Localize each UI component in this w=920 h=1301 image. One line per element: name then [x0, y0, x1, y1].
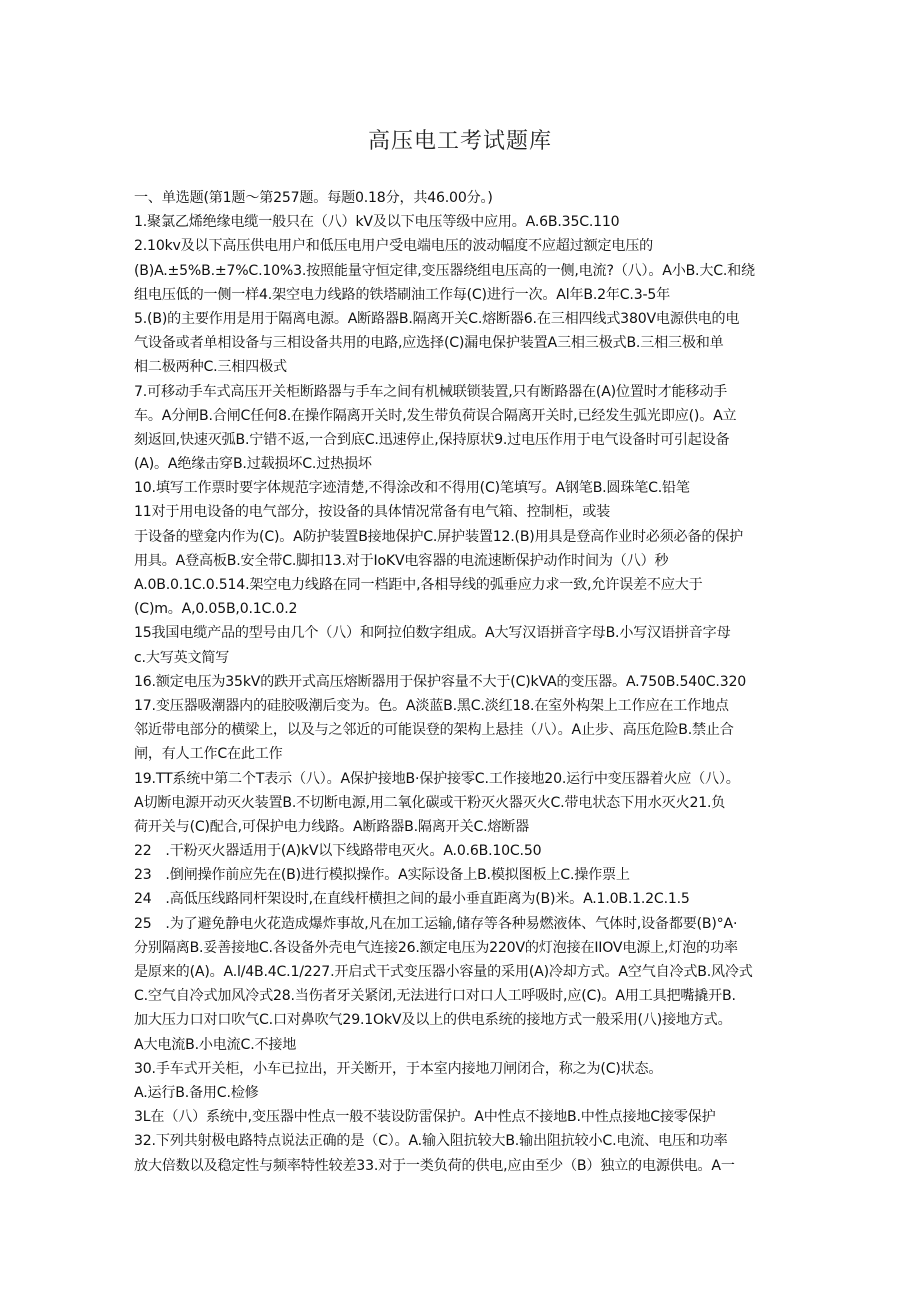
- text-line: 刻返回,快速灭弧B.宁错不返,一合到底C.迅速停止,保持原状9.过电压作用于电气设备时可引起设备: [134, 431, 730, 448]
- document-title: 高压电工考试题库: [367, 129, 552, 154]
- text-line: 2.10kv及以下高压供电用户和低压电用户受电端电压的波动幅度不应超过额定电压的: [134, 238, 654, 255]
- question-list: [134, 186, 794, 1178]
- text-line: 7.可移动手车式高压开关柜断路器与手车之间有机械联锁装置,只有断路器在(A)位置时才能移动手: [134, 383, 728, 400]
- text-line: 5.(B)的主要作用是用于隔离电源。A断路器B.隔离开关C.熔断器6.在三相四线式380V电源供电的电: [134, 310, 740, 327]
- text-line: A.0B.0.1C.0.514.架空电力线路在同一档距中,各相导线的弧垂应力求一致,允许误差不应大于: [134, 577, 703, 593]
- text-line: 22 .干粉灭火器适用于(A)kV以下线路带电灭火。A.0.6B.10C.50: [134, 843, 542, 860]
- text-line: 23 .倒闸操作前应先在(B)进行模拟操作。A实际设备上B.模拟图板上C.操作票上: [134, 867, 630, 884]
- text-line: c.大写英文简写: [134, 649, 230, 666]
- text-line: (C)m。A,0.05B,0.1C.0.2: [134, 601, 298, 618]
- text-line: 放大倍数以及稳定性与频率特性较差33.对于一类负荷的供电,应由至少（B）独立的电源供电。A一: [134, 1157, 735, 1174]
- text-line: 用具。A登高板B.安全带C.脚扣13.对于IoKV电容器的电流速断保护动作时间为（八）秒: [134, 552, 669, 569]
- text-line: (A)。A绝缘击穿B.过载损坏C.过热损坏: [134, 456, 372, 473]
- text-line: 分别隔离B.妥善接地C.各设备外壳电气连接26.额定电压为220V的灯泡接在IIOV电源上,灯泡的功率: [134, 939, 738, 956]
- text-line: 相二极两种C.三相四极式: [134, 359, 287, 376]
- text-line: 3L在（八）系统中,变压器中性点一般不装设防雷保护。A中性点不接地B.中性点接地C接零保护: [134, 1109, 716, 1126]
- text-line: 19.TT系统中第二个T表示（八）。A保护接地B·保护接零C.工作接地20.运行中变压器着火应（八）。: [134, 770, 740, 787]
- text-line: C.空气自冷式加风冷式28.当伤者牙关紧闭,无法进行口对口人工呼吸时,应(C)。A用工具把嘴撬开B.: [134, 988, 736, 1005]
- text-line: 1.聚氯乙烯绝缘电缆一般只在（八）kV及以下电压等级中应用。A.6B.35C.110: [134, 214, 620, 231]
- text-line: 17.变压器吸潮器内的硅胶吸潮后变为。色。A淡蓝B.黑C.淡红18.在室外构架上工作应在工作地点: [134, 697, 729, 714]
- text-line: 32.下列共射极电路特点说法正确的是（C）。A.输入阻抗较大B.输出阻抗较小C.电流、电压和功率: [134, 1133, 728, 1150]
- text-line: 24 .高低压线路同杆架设时,在直线杆横担之间的最小垂直距离为(B)米。A.1.0B.1.2C.1.5: [134, 891, 690, 908]
- text-line: A切断电源开动灭火装置B.不切断电源,用二氧化碳或干粉灭火器灭火C.带电状态下用水灭火21.负: [134, 794, 726, 811]
- text-line: 荷开关与(C)配合,可保护电力线路。A断路器B.隔离开关C.熔断器: [134, 818, 530, 835]
- text-line: 邻近带电部分的横梁上，以及与之邻近的可能误登的架构上悬挂（八）。A止步、高压危险B.禁止合: [134, 722, 734, 739]
- text-line: 10.填写工作票时要字体规范字迹清楚,不得涂改和不得用(C)笔填写。A钢笔B.圆珠笔C.铅笔: [134, 480, 690, 497]
- text-line: 气设备或者单相设备与三相设备共用的电路,应选择(C)漏电保护装置A三相三极式B.三相三极和单: [134, 335, 724, 352]
- text-line: 于设备的壁龛内作为(C)。A防护装置B接地保护C.屏护装置12.(B)用具是登高作业时必须必备的保护: [134, 528, 744, 545]
- text-line: A.运行B.备用C.检修: [134, 1084, 259, 1101]
- text-line: 是原来的(A)。A.l/4B.4C.1/227.开启式干式变压器小容量的采用(A)冷却方式。A空气自冷式B.风冷式: [134, 964, 753, 980]
- text-line: 组电压低的一侧一样4.架空电力线路的铁塔刷油工作每(C)进行一次。Al年B.2年C.3-5年: [134, 286, 671, 303]
- text-line: 车。A分闸B.合闸C任何8.在操作隔离开关时,发生带负荷误合隔离开关时,已经发生弧光即应()。A立: [134, 407, 737, 424]
- text-line: 30.手车式开关柜，小车已拉出，开关断开，于本室内接地刀闸闭合，称之为(C)状态。: [134, 1060, 663, 1077]
- text-line: 25 .为了避免静电火花造成爆炸事故,凡在加工运输,储存等各种易燃液体、气体时,设备都要(B)°A·: [134, 915, 738, 932]
- text-line: 16.额定电压为35kV的跌开式高压熔断器用于保护容量不大于(C)kVA的变压器。A.750B.540C.320: [134, 673, 746, 690]
- text-line: 一、单选题(第1题〜第257题。每题0.18分，共46.00分。): [134, 190, 493, 206]
- text-line: 15我国电缆产品的型号由几个（八）和阿拉伯数字组成。A大写汉语拼音字母B.小写汉语拼音字母: [134, 625, 731, 642]
- text-line: A大电流B.小电流C.不接地: [134, 1036, 297, 1053]
- text-line: 11对于用电设备的电气部分，按设备的具体情况常备有电气箱、控制柜，或装: [134, 504, 611, 521]
- text-line: 加大压力口对口吹气C.口对鼻吹气29.1OkV及以上的供电系统的接地方式一般采用(八)接地方式。: [134, 1012, 732, 1029]
- text-line: (B)A.±5%B.±7%C.10%3.按照能量守恒定律,变压器绕组电压高的一侧,电流?（八）。A小B.大C.和绕: [134, 262, 755, 279]
- text-line: 闸，有人工作C在此工作: [134, 746, 283, 763]
